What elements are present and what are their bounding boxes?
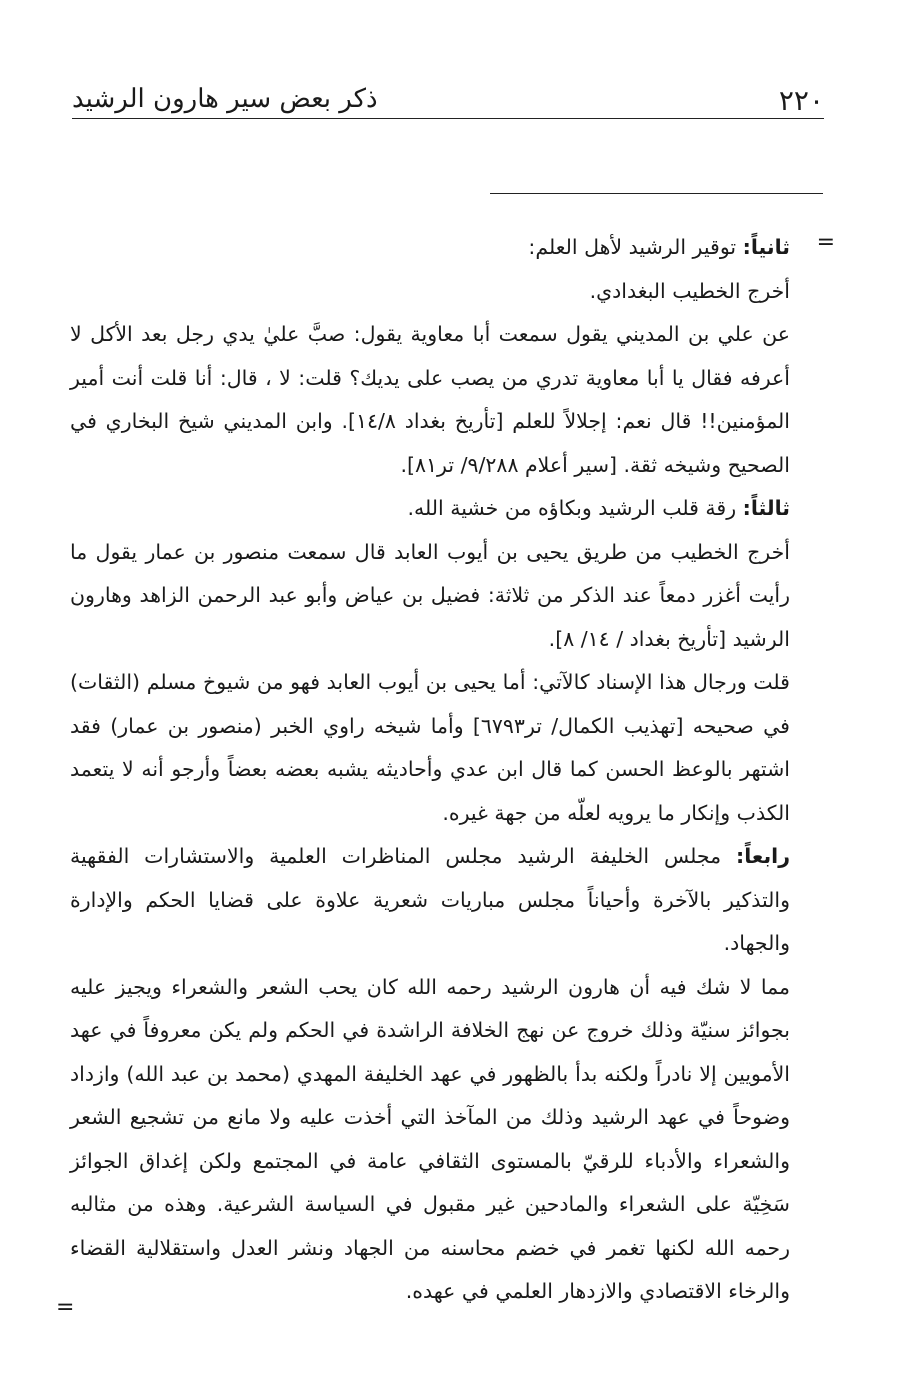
running-title: ذكر بعض سير هارون الرشيد — [72, 84, 378, 114]
heading-label: رابعاً: — [736, 844, 790, 868]
paragraph: مما لا شك فيه أن هارون الرشيد رحمه الله كان يحب الشعر والشعراء ويجيز عليه بجوائز سنيّة وذلك خروج عن نهج الخلافة الراشدة في الحكم ولم يكن معروفاً في عهد الأمويين إلا نادراً ولكنه بدأ بالظهور في عهد الخليفة المهدي (محمد بن عبد الله) وازداد وضوحاً في عهد الرشيد وذلك من المآخذ التي أخذت عليه ولا مانع من تشجيع الشعر والشعراء والأدباء للرقيّ بالمستوى الثقافي عامة في المجتمع ولكن إغداق الجوائز سَخِيّة على الشعراء والمادحين غير مقبول في السياسة الشرعية. وهذه من مثالبه رحمه الله لكنها تغمر في خضم محاسنه من الجهاد ونشر العدل واستقلالية القضاء والرخاء الاقتصادي والازدهار العلمي في عهده. — [70, 974, 790, 1303]
paragraph: أخرج الخطيب البغدادي. — [589, 278, 790, 303]
separator-rule — [490, 193, 823, 194]
page-number: ٢٢٠ — [778, 84, 824, 117]
section-heading-2 — [70, 226, 790, 270]
header-rule — [72, 118, 824, 119]
margin-mark-top: = — [816, 230, 835, 255]
margin-mark-bottom: = — [56, 1295, 75, 1320]
heading-text: مجلس الخليفة الرشيد مجلس المناظرات العلمية والاستشارات الفقهية والتذكير بالآخرة وأحياناً مجلس مباريات شعرية علاوة على قضايا الحكم والإدارة والجهاد. — [70, 844, 790, 955]
paragraph: أخرج الخطيب من طريق يحيى بن أيوب العابد قال سمعت منصور بن عمار يقول ما رأيت أغزر دمعاً عند الذكر من ثلاثة: فضيل بن عياض وأبو عبد الرحمن الزاهد وهارون الرشيد [تأريخ بغداد / ١٤/ ٨]. — [70, 539, 790, 651]
heading-label: ثانياً: — [742, 235, 790, 259]
section-heading-3 — [70, 487, 790, 531]
paragraph: عن علي بن المديني يقول سمعت أبا معاوية يقول: صبَّ عليٰ يدي رجل بعد الأكل لا أعرفه فقال يا أبا معاوية تدري من يصب على يديك؟ قلت: لا ، قال: أنا قلت أنت أمير المؤمنين!! قال نعم: إجلالاً للعلم [تأريخ بغداد ١٤/٨]. وابن المديني شيخ البخاري في الصحيح وشيخه ثقة. [سير أعلام ٩/٢٨٨/ تر٨١]. — [70, 322, 790, 477]
heading-text: رقة قلب الرشيد وبكاؤه من خشية الله. — [407, 496, 743, 520]
paragraph: قلت ورجال هذا الإسناد كالآتي: أما يحيى بن أيوب العابد فهو من شيوخ مسلم (الثقات) في صحيحه [تهذيب الكمال/ تر٦٧٩٣] وأما شيخه راوي الخبر (منصور بن عمار) فقد اشتهر بالوعظ الحسن كما قال ابن عدي وأحاديثه يشبه بعضه بعضاً وأرجو أنه لا يتعمد الكذب وإنكار ما يرويه لعلّه من جهة غيره. — [70, 670, 790, 825]
section-heading-4 — [70, 835, 790, 966]
heading-text: توقير الرشيد لأهل العلم: — [528, 235, 743, 259]
heading-label: ثالثاً: — [742, 496, 790, 520]
page-header — [72, 84, 824, 120]
body-text — [70, 226, 790, 1314]
